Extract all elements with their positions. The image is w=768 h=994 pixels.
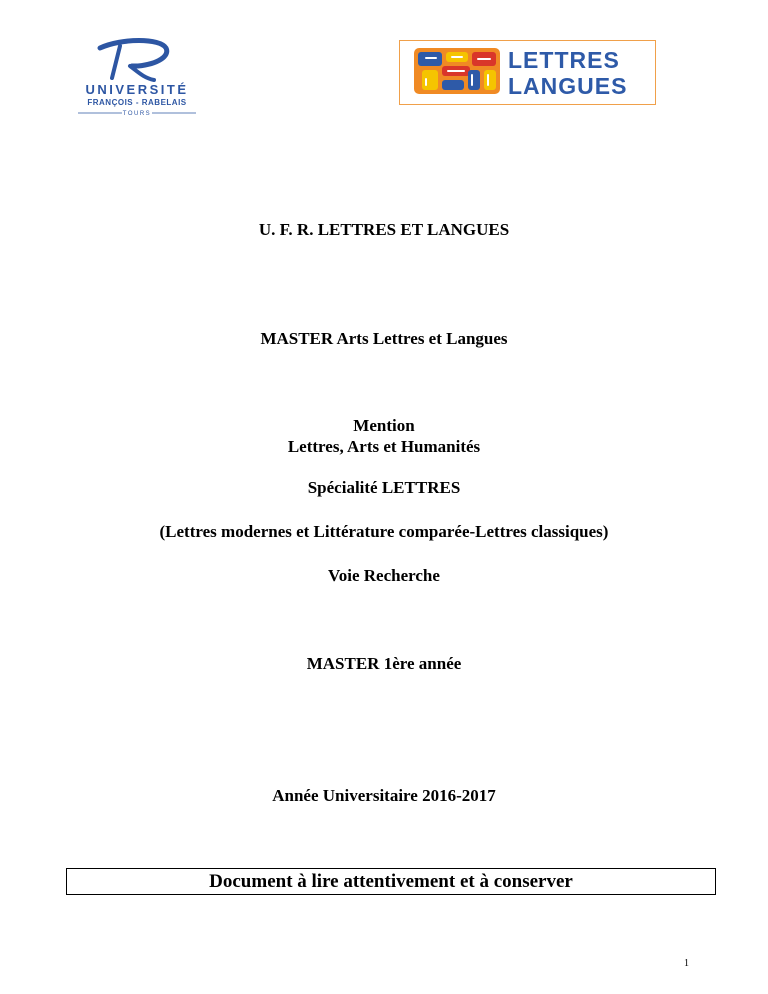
university-city: TOURS	[122, 111, 152, 117]
maze-emblem-icon	[414, 48, 500, 94]
university-logo	[72, 34, 202, 120]
voie: Voie Recherche	[328, 566, 440, 585]
notice-box: Document à lire attentivement et à conserver	[66, 868, 716, 895]
annee-master: MASTER 1ère année	[306, 654, 462, 673]
annee-universitaire: Année Universitaire 2016-2017	[272, 786, 496, 805]
page-number: 1	[684, 958, 689, 969]
university-name: UNIVERSITÉ	[85, 82, 189, 97]
master-title: MASTER Arts Lettres et Langues	[260, 329, 508, 348]
logo-text-langues: LANGUES	[508, 73, 628, 99]
mention-value: Lettres, Arts et Humanités	[287, 437, 481, 456]
ufr-title: U. F. R. LETTRES ET LANGUES	[258, 220, 510, 239]
parcours: (Lettres modernes et Littérature comparée-Lettres classiques)	[159, 522, 609, 541]
specialite: Spécialité LETTRES	[307, 478, 461, 497]
university-subtitle: FRANÇOIS - RABELAIS	[87, 98, 187, 107]
mention-label: Mention	[353, 416, 415, 435]
lettres-langues-logo	[399, 40, 656, 105]
logo-text-lettres: LETTRES	[508, 47, 620, 73]
